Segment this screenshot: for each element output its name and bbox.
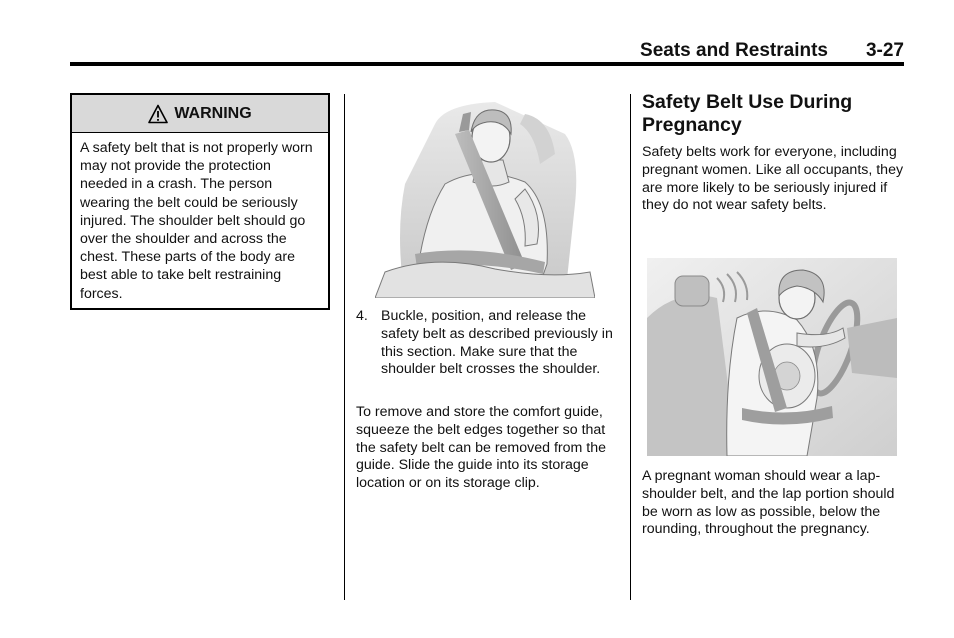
pregnancy-section-title: Safety Belt Use During Pregnancy xyxy=(642,91,853,136)
section-title: Seats and Restraints xyxy=(640,40,828,61)
column-divider-right xyxy=(630,94,631,600)
pregnancy-paragraph-1: Safety belts work for everyone, including pregnant women. Like all occupants, they are more likely to be seriously injured if they do not wear safety belts. xyxy=(642,144,904,214)
step-4 xyxy=(356,308,616,379)
warning-triangle-icon xyxy=(148,104,168,124)
page-number: 3-27 xyxy=(865,40,904,61)
comfort-guide-paragraph: To remove and store the comfort guide, squeeze the belt edges together so that the safety belt can be removed from the guide. Slide the guide into its storage location or on its storage clip. xyxy=(356,404,606,492)
pregnancy-paragraph-2: A pregnant woman should wear a lap-shoulder belt, and the lap portion should be worn as low as possible, below the rounding, throughout the pregnancy. xyxy=(642,468,895,538)
warning-body: A safety belt that is not properly worn may not provide the protection needed in a crash. The person wearing the belt could be seriously injured. The shoulder belt should go over the shoulder and across the chest. These parts of the body are best able to take belt restraining forces. xyxy=(80,140,313,302)
warning-title: WARNING xyxy=(174,104,252,122)
page-header xyxy=(70,38,904,64)
column-divider-left xyxy=(344,94,345,600)
warning-box xyxy=(70,93,330,310)
illustration-pregnant-occupant xyxy=(647,258,897,456)
illustration-shoulder-belt xyxy=(375,94,595,298)
warning-header xyxy=(72,95,328,133)
header-rule xyxy=(70,62,904,66)
step-text: Buckle, position, and release the safety belt as described previously in this section. Make sure that the shoulder belt crosses the shoulder. xyxy=(381,308,613,378)
step-number: 4. xyxy=(356,308,368,324)
